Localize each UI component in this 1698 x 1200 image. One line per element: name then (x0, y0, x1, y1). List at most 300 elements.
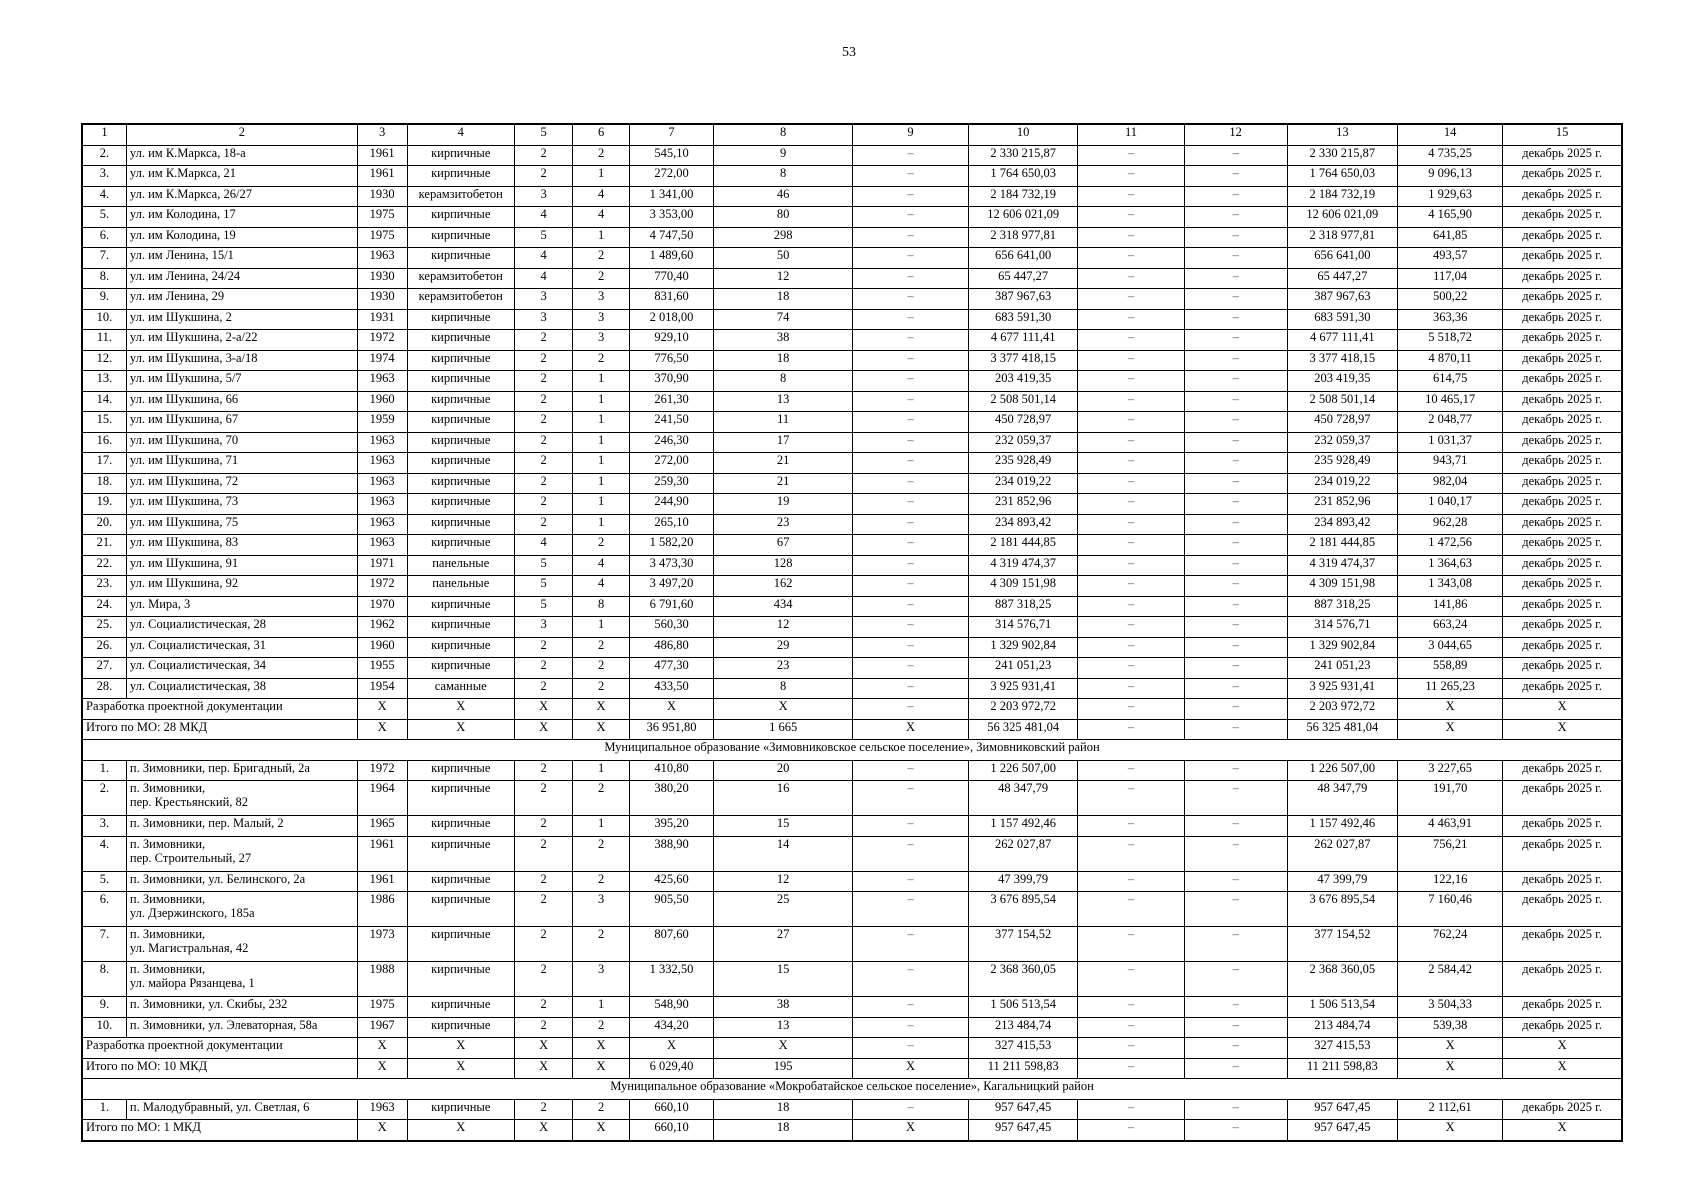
table-cell: кирпичные (407, 892, 514, 927)
table-cell: 7. (82, 248, 126, 269)
table-cell: – (852, 871, 968, 892)
table-cell: 14 (714, 836, 853, 871)
table-cell: 8 (714, 678, 853, 699)
table-cell: кирпичные (407, 637, 514, 658)
table-cell: 2 (573, 871, 629, 892)
table-cell: – (852, 892, 968, 927)
table-cell: 1 (573, 494, 629, 515)
table-cell: – (852, 207, 968, 228)
table-row (82, 248, 1622, 269)
address-cell: ул. им Шукшина, 2-а/22 (126, 330, 357, 351)
table-row (82, 576, 1622, 597)
table-cell: – (1078, 412, 1184, 433)
table-cell: 16 (714, 781, 853, 816)
table-cell: 2 (573, 678, 629, 699)
table-cell: 5 (514, 227, 573, 248)
table-cell: 363,36 (1398, 309, 1503, 330)
table-cell: 387 967,63 (968, 289, 1077, 310)
table-cell: 957 647,45 (1287, 1099, 1398, 1120)
table-cell: кирпичные (407, 997, 514, 1018)
table-cell: 1 226 507,00 (968, 760, 1077, 781)
table-cell: 3 (514, 309, 573, 330)
table-cell: 2. (82, 145, 126, 166)
table-cell: 4 (573, 186, 629, 207)
address-cell: п. Зимовники, ул. майора Рязанцева, 1 (126, 962, 357, 997)
table-cell: 2 181 444,85 (1287, 535, 1398, 556)
table-row (82, 535, 1622, 556)
table-cell: 2 (514, 962, 573, 997)
table-cell: 1963 (357, 248, 407, 269)
table-cell: X (852, 719, 968, 740)
table-cell: – (852, 637, 968, 658)
table-cell: декабрь 2025 г. (1503, 892, 1622, 927)
table-cell: 1 226 507,00 (1287, 760, 1398, 781)
table-cell: 1955 (357, 658, 407, 679)
table-cell: 1 329 902,84 (968, 637, 1077, 658)
table-cell: 434 (714, 596, 853, 617)
table-cell: керамзитобетон (407, 186, 514, 207)
table-cell: – (852, 166, 968, 187)
table-row (82, 997, 1622, 1018)
table-cell: кирпичные (407, 596, 514, 617)
repair-schedule-table (81, 123, 1623, 1142)
table-cell: X (1398, 719, 1503, 740)
table-cell: 3 (573, 309, 629, 330)
table-cell: керамзитобетон (407, 268, 514, 289)
table-cell: – (852, 699, 968, 720)
table-cell: 65 447,27 (1287, 268, 1398, 289)
table-cell: – (1078, 186, 1184, 207)
table-cell: 1 (573, 227, 629, 248)
table-cell: декабрь 2025 г. (1503, 227, 1622, 248)
table-cell: X (1398, 1058, 1503, 1079)
table-cell: 2 (514, 637, 573, 658)
table-cell: 982,04 (1398, 473, 1503, 494)
table-row (82, 494, 1622, 515)
table-cell: 1963 (357, 535, 407, 556)
table-cell: 2 (573, 637, 629, 658)
table-cell: 1986 (357, 892, 407, 927)
table-cell: – (1184, 719, 1287, 740)
column-number-5: 5 (514, 124, 573, 145)
table-cell: 3 676 895,54 (1287, 892, 1398, 927)
table-cell: – (1078, 309, 1184, 330)
table-cell: – (1078, 248, 1184, 269)
table-cell: 1 332,50 (629, 962, 714, 997)
table-cell: – (852, 760, 968, 781)
table-cell: – (1078, 330, 1184, 351)
table-cell: – (1184, 166, 1287, 187)
table-cell: 2 (514, 145, 573, 166)
table-cell: 8 (714, 371, 853, 392)
table-cell: 47 399,79 (968, 871, 1077, 892)
table-cell: – (1184, 453, 1287, 474)
table-cell: – (852, 289, 968, 310)
table-cell: кирпичные (407, 207, 514, 228)
table-row (82, 637, 1622, 658)
table-cell: 1 (573, 760, 629, 781)
table-cell: – (1184, 596, 1287, 617)
table-cell: – (852, 432, 968, 453)
address-cell: ул. Социалистическая, 38 (126, 678, 357, 699)
table-cell: кирпичные (407, 350, 514, 371)
table-cell: 4 (514, 535, 573, 556)
table-cell: 21 (714, 453, 853, 474)
table-cell: 46 (714, 186, 853, 207)
column-number-4: 4 (407, 124, 514, 145)
section-title: Муниципальное образование «Мокробатайское сельское поселение», Кагальницкий район (82, 1079, 1622, 1100)
table-cell: X (514, 719, 573, 740)
table-cell: 20. (82, 514, 126, 535)
table-cell: – (852, 473, 968, 494)
table-cell: 3 (514, 617, 573, 638)
table-cell: 7 160,46 (1398, 892, 1503, 927)
table-cell: кирпичные (407, 412, 514, 433)
table-cell: 1 (573, 617, 629, 638)
table-cell: декабрь 2025 г. (1503, 555, 1622, 576)
address-cell: п. Зимовники, ул. Дзержинского, 185а (126, 892, 357, 927)
table-cell: 56 325 481,04 (1287, 719, 1398, 740)
table-cell: X (1398, 1120, 1503, 1141)
table-cell: 1 (573, 391, 629, 412)
table-cell: – (1184, 432, 1287, 453)
table-cell: 1959 (357, 412, 407, 433)
table-cell: 1 (573, 816, 629, 837)
table-cell: 3 044,65 (1398, 637, 1503, 658)
table-cell: декабрь 2025 г. (1503, 473, 1622, 494)
table-cell: кирпичные (407, 1017, 514, 1038)
table-cell: 4 309 151,98 (968, 576, 1077, 597)
table-cell: кирпичные (407, 658, 514, 679)
address-cell: ул. им Шукшина, 2 (126, 309, 357, 330)
table-cell: 2 (514, 432, 573, 453)
table-cell: 1970 (357, 596, 407, 617)
table-cell: 9. (82, 289, 126, 310)
table-cell: 2 (514, 166, 573, 187)
table-cell: 18 (714, 350, 853, 371)
table-cell: декабрь 2025 г. (1503, 330, 1622, 351)
table-cell: 2 318 977,81 (968, 227, 1077, 248)
table-cell: панельные (407, 555, 514, 576)
table-cell: 3 925 931,41 (1287, 678, 1398, 699)
table-cell: 262 027,87 (968, 836, 1077, 871)
table-cell: 2 (514, 330, 573, 351)
table-cell: 261,30 (629, 391, 714, 412)
table-cell: 663,24 (1398, 617, 1503, 638)
table-cell: – (852, 494, 968, 515)
table-cell: 1972 (357, 576, 407, 597)
table-row (82, 350, 1622, 371)
table-cell: 887 318,25 (1287, 596, 1398, 617)
table-cell: 477,30 (629, 658, 714, 679)
table-cell: – (1078, 576, 1184, 597)
table-cell: – (1184, 836, 1287, 871)
table-cell: 2 (514, 412, 573, 433)
address-cell: п. Зимовники, ул. Элеваторная, 58а (126, 1017, 357, 1038)
table-cell: 1961 (357, 145, 407, 166)
table-cell: 65 447,27 (968, 268, 1077, 289)
address-cell: ул. им Ленина, 15/1 (126, 248, 357, 269)
table-cell: – (1184, 678, 1287, 699)
table-cell: 2 (573, 248, 629, 269)
table-cell: 2 368 360,05 (968, 962, 1077, 997)
table-cell: 1965 (357, 816, 407, 837)
table-cell: 2 181 444,85 (968, 535, 1077, 556)
table-cell: – (1184, 658, 1287, 679)
table-cell: 117,04 (1398, 268, 1503, 289)
table-cell: – (852, 248, 968, 269)
table-cell: 2 (514, 678, 573, 699)
table-cell: керамзитобетон (407, 289, 514, 310)
table-cell: 1 929,63 (1398, 186, 1503, 207)
table-row (82, 145, 1622, 166)
table-row (82, 412, 1622, 433)
table-cell: 425,60 (629, 871, 714, 892)
table-cell: 67 (714, 535, 853, 556)
table-cell: 1 764 650,03 (968, 166, 1077, 187)
table-cell: 1971 (357, 555, 407, 576)
table-cell: 2 (514, 1099, 573, 1120)
table-cell: – (1184, 555, 1287, 576)
table-cell: 370,90 (629, 371, 714, 392)
table-cell: 2 (573, 145, 629, 166)
table-cell: 660,10 (629, 1099, 714, 1120)
table-cell: 314 576,71 (1287, 617, 1398, 638)
table-cell: 23. (82, 576, 126, 597)
address-cell: п. Малодубравный, ул. Светлая, 6 (126, 1099, 357, 1120)
table-cell: 241 051,23 (1287, 658, 1398, 679)
table-cell: 2 (514, 391, 573, 412)
table-cell: кирпичные (407, 432, 514, 453)
table-cell: декабрь 2025 г. (1503, 1099, 1622, 1120)
table-cell: 3 377 418,15 (968, 350, 1077, 371)
table-cell: – (1184, 514, 1287, 535)
table-row (82, 473, 1622, 494)
table-cell: – (1078, 596, 1184, 617)
table-cell: 4 (514, 268, 573, 289)
table-row (82, 555, 1622, 576)
table-cell: – (1078, 453, 1184, 474)
table-cell: декабрь 2025 г. (1503, 997, 1622, 1018)
table-cell: – (1078, 719, 1184, 740)
table-cell: – (1184, 207, 1287, 228)
table-cell: 4 677 111,41 (1287, 330, 1398, 351)
table-cell: 1 (573, 432, 629, 453)
table-row (82, 617, 1622, 638)
address-cell: ул. им Шукшина, 73 (126, 494, 357, 515)
table-cell: 2 (514, 514, 573, 535)
table-cell: X (1503, 1120, 1622, 1141)
table-cell: 4 309 151,98 (1287, 576, 1398, 597)
table-row (82, 836, 1622, 871)
table-cell: – (1184, 248, 1287, 269)
summary-row (82, 1058, 1622, 1079)
table-cell: 683 591,30 (1287, 309, 1398, 330)
table-cell: 3 473,30 (629, 555, 714, 576)
address-cell: ул. им Шукшина, 92 (126, 576, 357, 597)
table-cell: 4 (573, 207, 629, 228)
table-cell: 314 576,71 (968, 617, 1077, 638)
table-cell: – (1078, 927, 1184, 962)
table-cell: 2 330 215,87 (1287, 145, 1398, 166)
table-cell: – (1078, 658, 1184, 679)
table-cell: 395,20 (629, 816, 714, 837)
table-cell: 2 318 977,81 (1287, 227, 1398, 248)
address-cell: ул. Мира, 3 (126, 596, 357, 617)
table-cell: – (1184, 309, 1287, 330)
column-number-12: 12 (1184, 124, 1287, 145)
table-cell: декабрь 2025 г. (1503, 927, 1622, 962)
address-cell: п. Зимовники, ул. Скибы, 232 (126, 997, 357, 1018)
summary-row (82, 1038, 1622, 1059)
table-row (82, 371, 1622, 392)
table-cell: – (1184, 494, 1287, 515)
table-cell: – (852, 268, 968, 289)
table-cell: кирпичные (407, 514, 514, 535)
municipality-section-header (82, 1079, 1622, 1100)
table-row (82, 207, 1622, 228)
table-cell: 1964 (357, 781, 407, 816)
table-cell: 2 (514, 760, 573, 781)
table-cell: 3 497,20 (629, 576, 714, 597)
table-cell: 2 (573, 350, 629, 371)
table-cell: X (407, 1058, 514, 1079)
table-cell: X (573, 1120, 629, 1141)
municipality-section-header (82, 740, 1622, 761)
table-cell: 1 (573, 473, 629, 494)
table-cell: декабрь 2025 г. (1503, 186, 1622, 207)
table-cell: 213 484,74 (968, 1017, 1077, 1038)
table-cell: декабрь 2025 г. (1503, 166, 1622, 187)
column-number-8: 8 (714, 124, 853, 145)
table-cell: 262 027,87 (1287, 836, 1398, 871)
table-cell: декабрь 2025 г. (1503, 535, 1622, 556)
table-cell: – (1184, 637, 1287, 658)
table-cell: 2 112,61 (1398, 1099, 1503, 1120)
column-number-11: 11 (1078, 124, 1184, 145)
table-cell: – (852, 576, 968, 597)
table-cell: 235 928,49 (1287, 453, 1398, 474)
table-cell: 12 (714, 617, 853, 638)
table-cell: декабрь 2025 г. (1503, 781, 1622, 816)
table-cell: кирпичные (407, 927, 514, 962)
table-row (82, 760, 1622, 781)
table-cell: – (852, 658, 968, 679)
table-cell: – (852, 1017, 968, 1038)
table-cell: 1963 (357, 514, 407, 535)
table-cell: кирпичные (407, 494, 514, 515)
table-cell: 246,30 (629, 432, 714, 453)
table-cell: – (1078, 637, 1184, 658)
table-cell: – (1078, 494, 1184, 515)
table-cell: 18 (714, 1120, 853, 1141)
table-cell: 1963 (357, 453, 407, 474)
address-cell: ул. им Шукшина, 71 (126, 453, 357, 474)
table-cell: 22. (82, 555, 126, 576)
table-cell: 539,38 (1398, 1017, 1503, 1038)
table-cell: 272,00 (629, 453, 714, 474)
table-cell: 1954 (357, 678, 407, 699)
table-cell: 21. (82, 535, 126, 556)
table-cell: 2 508 501,14 (1287, 391, 1398, 412)
table-cell: – (1184, 760, 1287, 781)
address-cell: ул. им Шукшина, 91 (126, 555, 357, 576)
table-cell: 433,50 (629, 678, 714, 699)
table-cell: 2 (573, 781, 629, 816)
table-cell: 558,89 (1398, 658, 1503, 679)
table-cell: 450 728,97 (1287, 412, 1398, 433)
table-cell: 3 (514, 186, 573, 207)
table-cell: 11 211 598,83 (968, 1058, 1077, 1079)
table-cell: 957 647,45 (968, 1120, 1077, 1141)
table-cell: 387 967,63 (1287, 289, 1398, 310)
table-cell: 6 029,40 (629, 1058, 714, 1079)
table-cell: X (357, 699, 407, 720)
table-cell: 1 (573, 166, 629, 187)
table-row (82, 678, 1622, 699)
table-cell: 241,50 (629, 412, 714, 433)
header-row (82, 124, 1622, 145)
table-cell: – (852, 596, 968, 617)
table-cell: 4 (573, 576, 629, 597)
table-cell: 380,20 (629, 781, 714, 816)
table-cell: 2 048,77 (1398, 412, 1503, 433)
table-cell: 47 399,79 (1287, 871, 1398, 892)
address-cell: ул. им Колодина, 17 (126, 207, 357, 228)
table-cell: кирпичные (407, 371, 514, 392)
address-cell: п. Зимовники, ул. Магистральная, 42 (126, 927, 357, 962)
table-cell: X (573, 719, 629, 740)
table-cell: 56 325 481,04 (968, 719, 1077, 740)
address-cell: ул. им К.Маркса, 26/27 (126, 186, 357, 207)
table-cell: – (1184, 576, 1287, 597)
column-number-9: 9 (852, 124, 968, 145)
table-cell: 5 518,72 (1398, 330, 1503, 351)
table-cell: – (852, 371, 968, 392)
table-row (82, 330, 1622, 351)
table-cell: 3 227,65 (1398, 760, 1503, 781)
table-cell: 1967 (357, 1017, 407, 1038)
table-cell: 2 (573, 535, 629, 556)
table-cell: X (514, 1038, 573, 1059)
table-cell: 770,40 (629, 268, 714, 289)
table-cell: декабрь 2025 г. (1503, 350, 1622, 371)
table-cell: X (629, 699, 714, 720)
column-number-14: 14 (1398, 124, 1503, 145)
address-cell: ул. им Ленина, 24/24 (126, 268, 357, 289)
table-cell: 905,50 (629, 892, 714, 927)
table-cell: 1974 (357, 350, 407, 371)
address-cell: ул. им Шукшина, 5/7 (126, 371, 357, 392)
table-cell: 5 (514, 596, 573, 617)
table-cell: 1960 (357, 391, 407, 412)
table-cell: 3 925 931,41 (968, 678, 1077, 699)
table-cell: – (1078, 145, 1184, 166)
table-cell: – (1184, 816, 1287, 837)
table-cell: декабрь 2025 г. (1503, 248, 1622, 269)
table-cell: – (1184, 350, 1287, 371)
table-cell: 2 (514, 836, 573, 871)
table-cell: 6. (82, 227, 126, 248)
table-cell: 21 (714, 473, 853, 494)
table-cell: 1961 (357, 871, 407, 892)
table-cell: – (1184, 871, 1287, 892)
table-cell: 38 (714, 330, 853, 351)
table-cell: – (1078, 997, 1184, 1018)
table-cell: – (852, 186, 968, 207)
table-cell: 2 508 501,14 (968, 391, 1077, 412)
table-cell: 241 051,23 (968, 658, 1077, 679)
